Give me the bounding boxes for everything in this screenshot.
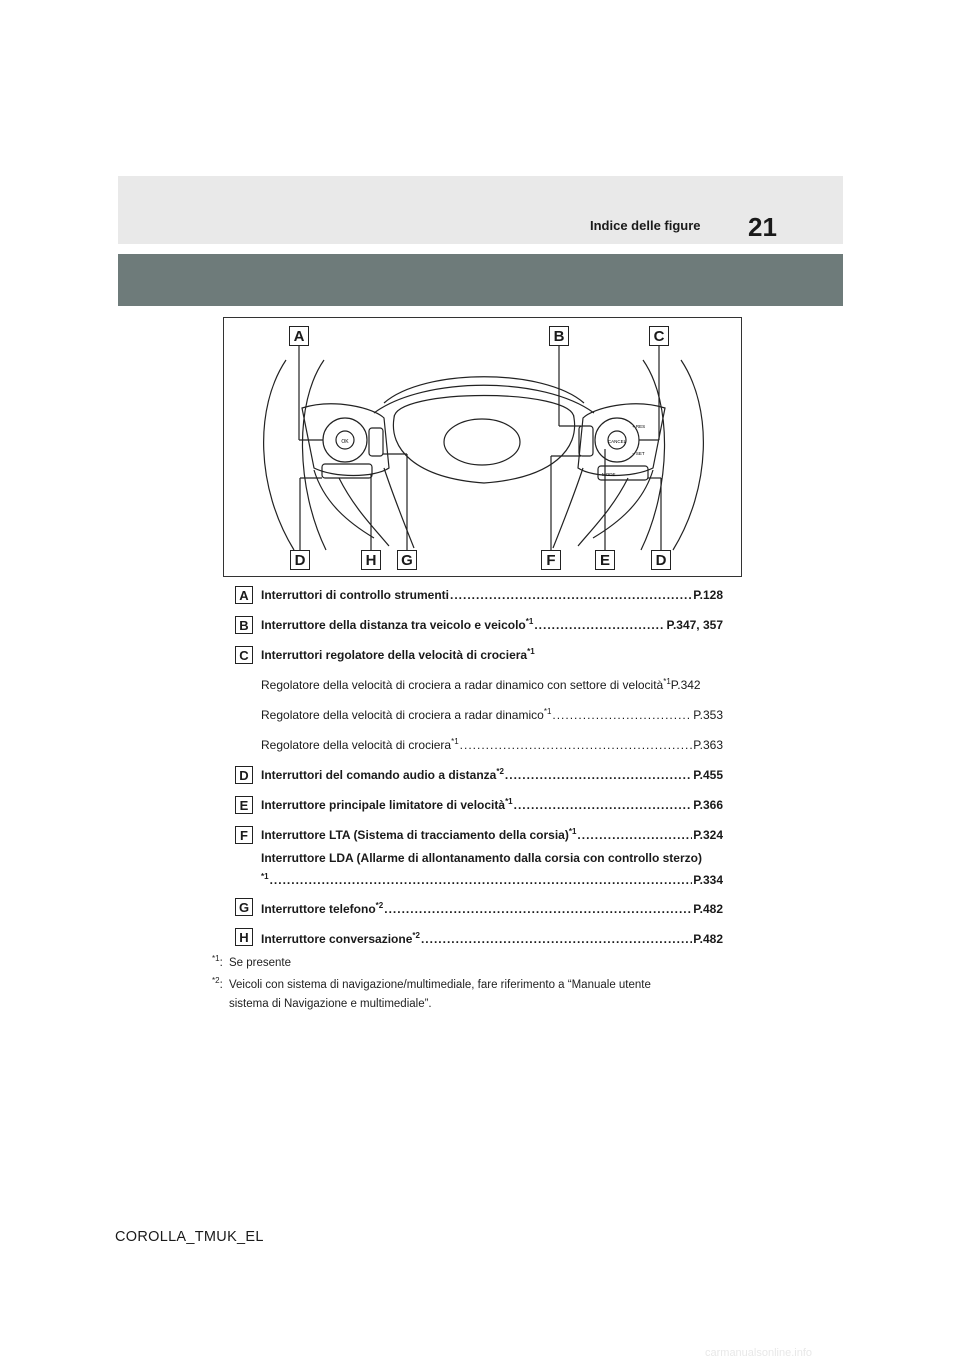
footnote: $^{*1}$: Se presente xyxy=(212,954,292,969)
entry-page: P.342 xyxy=(670,678,701,692)
entry-subrow xyxy=(261,738,723,752)
entry-text: Regolatore della velocità di crociera a radar dinamico xyxy=(261,708,544,722)
document-code: COROLLA_TMUK_EL xyxy=(115,1229,264,1245)
section-title: Indice delle figure xyxy=(590,218,701,233)
entry-footnote-ref: *2 xyxy=(412,931,420,940)
entry-letter: A xyxy=(235,586,253,604)
entry-row-continued xyxy=(261,873,723,887)
entry-text: Interruttore LTA (Sistema di tracciamento della corsia) xyxy=(261,828,569,842)
entry-row xyxy=(261,648,723,662)
leader-dots xyxy=(384,902,692,916)
entry-subrow xyxy=(261,708,723,722)
entry-page: P.455 xyxy=(693,768,723,782)
footnote-mark: *1 xyxy=(212,954,220,964)
leader-dots xyxy=(450,588,692,602)
footnote-continued: sistema di Navigazione e multimediale”. xyxy=(229,998,432,1010)
entry-letter: H xyxy=(235,928,253,946)
entry-text: Interruttore LDA (Allarme di allontanamento dalla corsia con controllo sterzo) xyxy=(261,851,702,865)
entry-page: P.324 xyxy=(693,828,723,842)
leader-dots xyxy=(270,873,693,887)
page-number: 21 xyxy=(748,212,777,242)
entry-row-continued xyxy=(261,851,723,865)
entry-row xyxy=(261,588,723,602)
entry-row xyxy=(261,932,723,946)
cancel-button-label: CANCEL xyxy=(607,439,627,444)
footnote-text: Veicoli con sistema di navigazione/multimediale, fare riferimento a “Manuale utente xyxy=(229,979,651,991)
watermark: carmanualsonline.info xyxy=(705,1347,813,1359)
leader-dots xyxy=(505,768,692,782)
footnote-text: Se presente xyxy=(229,957,292,969)
ok-button-label: OK xyxy=(341,439,349,445)
entry-letter: C xyxy=(235,646,253,664)
entry-text: Interruttore principale limitatore di velocità xyxy=(261,798,506,812)
entry-text: Interruttori regolatore della velocità di crociera xyxy=(261,648,528,662)
entry-page: P.334 xyxy=(693,873,723,887)
figure-label-a: A xyxy=(289,326,309,346)
leader-dots xyxy=(534,618,665,632)
leader-dots xyxy=(552,708,692,722)
figure-label-f: F xyxy=(541,550,561,570)
entry-text: Interruttore telefono xyxy=(261,902,376,916)
entry-letter: F xyxy=(235,826,253,844)
entry-footnote-ref: *1 xyxy=(527,647,535,656)
figure-label-d-right: D xyxy=(651,550,671,570)
entry-text: Interruttori del comando audio a distanza xyxy=(261,768,497,782)
footnote: $^{*2}$: Veicoli con sistema di navigazione/multimediale, fare riferimento a “Manuale utente xyxy=(212,976,651,991)
entry-footnote-ref: *1 xyxy=(525,617,534,626)
entry-page: P.353 xyxy=(693,708,723,722)
entry-footnote-ref: *1 xyxy=(543,707,552,716)
entry-footnote-ref: *2 xyxy=(375,901,384,910)
entry-letter: G xyxy=(235,898,253,916)
res-button-label: + RES xyxy=(632,424,646,429)
entry-letter: E xyxy=(235,796,253,814)
entry-row xyxy=(261,902,723,916)
figure-label-h: H xyxy=(361,550,381,570)
entry-footnote-ref: *1 xyxy=(451,737,459,746)
entry-text: Interruttori di controllo strumenti xyxy=(261,588,449,602)
entry-row xyxy=(261,768,723,782)
leader-dots xyxy=(577,828,692,842)
entry-page: P.347, 357 xyxy=(666,618,723,632)
entry-footnote-ref: *1 xyxy=(663,677,671,686)
entry-footnote-ref: *1 xyxy=(261,872,269,881)
entry-page: P.128 xyxy=(693,588,723,602)
entry-row xyxy=(261,618,723,632)
set-button-label: − SET xyxy=(632,451,645,456)
figure-label-g: G xyxy=(397,550,417,570)
footnote-mark: *2 xyxy=(212,976,220,986)
entry-letter: B xyxy=(235,616,253,634)
entry-page: P.482 xyxy=(693,902,723,916)
leader-dots xyxy=(421,932,692,946)
entry-text: Regolatore della velocità di crociera a radar dinamico con settore di velocità xyxy=(261,678,664,692)
entry-subrow xyxy=(261,678,723,692)
figure-label-d-left: D xyxy=(290,550,310,570)
figure-label-e: E xyxy=(595,550,615,570)
entry-footnote-ref: *2 xyxy=(496,767,504,776)
entry-footnote-ref: *1 xyxy=(505,797,513,806)
entry-text: Regolatore della velocità di crociera xyxy=(261,738,452,752)
entry-row xyxy=(261,828,723,842)
entry-letter: D xyxy=(235,766,253,784)
entry-row xyxy=(261,798,723,812)
figure-label-b: B xyxy=(549,326,569,346)
figure-label-c: C xyxy=(649,326,669,346)
leader-dots xyxy=(514,798,693,812)
mode-button-label: MODE xyxy=(602,472,616,477)
entry-page: P.366 xyxy=(693,798,723,812)
entry-page: P.482 xyxy=(693,932,723,946)
entry-text: Interruttore conversazione xyxy=(261,932,413,946)
entry-text: Interruttore della distanza tra veicolo e veicolo xyxy=(261,618,526,632)
leader-dots xyxy=(460,738,693,752)
entry-page: P.363 xyxy=(693,738,723,752)
entry-footnote-ref: *1 xyxy=(568,827,577,836)
